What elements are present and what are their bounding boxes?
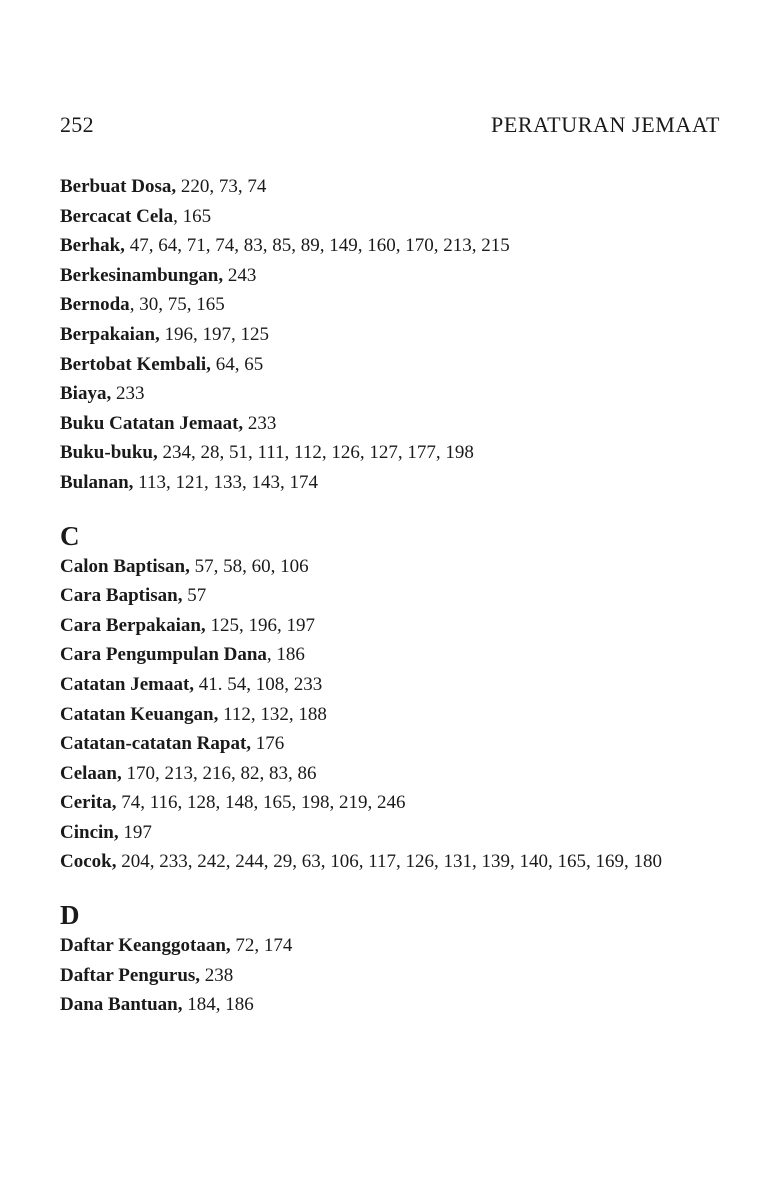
index-term: Berbuat Dosa, (60, 176, 177, 197)
index-term: Catatan Jemaat, (60, 673, 195, 695)
index-pages: 47, 64, 71, 74, 83, 85, 89, 149, 160, 170, 213, 215 (124, 235, 510, 257)
index-entry (60, 611, 710, 641)
index-term: Berhak, (60, 235, 125, 257)
section-letter: D (60, 900, 80, 931)
index-term: Cara Baptisan, (60, 585, 183, 607)
index-pages: 233 (111, 383, 145, 405)
index-entry (60, 409, 710, 439)
index-term: Buku Catatan Jemaat, (60, 412, 244, 434)
index-section-d (60, 899, 710, 1020)
section-letter: C (60, 520, 80, 551)
index-pages: 74, 116, 128, 148, 165, 198, 219, 246 (116, 792, 406, 814)
index-pages: , 30, 75, 165 (129, 294, 225, 316)
index-entry (60, 670, 710, 700)
index-entry (60, 729, 710, 759)
index-entry (60, 581, 710, 611)
index-term: Bernoda (60, 294, 130, 316)
index-term: Cara Berpakaian, (60, 614, 206, 636)
index-pages: 204, 233, 242, 244, 29, 63, 106, 117, 126, 131, 139, 140, 165, 169, 180 (116, 851, 663, 873)
index-pages: , 165 (173, 205, 212, 227)
index-entry (60, 379, 710, 409)
index-term: Calon Baptisan, (60, 555, 190, 577)
index-entry (60, 290, 710, 320)
index-term: Buku-buku, (60, 442, 158, 464)
index-entry (60, 231, 710, 261)
running-title: PERATURAN JEMAAT (490, 112, 720, 137)
index-pages: 220, 73, 74 (176, 176, 267, 197)
index-term: Dana Bantuan, (60, 994, 183, 1016)
index-entry (60, 350, 710, 380)
index-pages: 184, 186 (182, 994, 254, 1016)
index-term: Cocok, (60, 851, 117, 873)
index-pages: 112, 132, 188 (218, 703, 327, 725)
index-pages: 72, 174 (230, 935, 293, 957)
index-pages: 170, 213, 216, 82, 83, 86 (121, 762, 317, 784)
index-term: Berpakaian, (60, 323, 160, 345)
index-pages: 57 (182, 585, 207, 607)
index-term: Cincin, (60, 821, 119, 843)
index-term: Biaya, (60, 383, 112, 405)
page-number: 252 (60, 112, 94, 137)
index-term: Berkesinambungan, (60, 264, 224, 286)
index-entry (60, 202, 710, 232)
index-entry (60, 990, 710, 1020)
index-term: Celaan, (60, 762, 122, 784)
index-entry (60, 818, 710, 848)
index-term: Catatan-catatan Rapat, (60, 733, 252, 755)
index-entry (60, 320, 710, 350)
index-entry (60, 468, 710, 498)
index-entry (60, 931, 710, 961)
index-entry (60, 640, 710, 670)
index-pages: 238 (200, 964, 234, 986)
index-term: Cerita, (60, 792, 117, 814)
index-term: Bulanan, (60, 471, 134, 493)
index-pages: 176 (251, 733, 285, 755)
index-pages: 113, 121, 133, 143, 174 (133, 471, 318, 493)
index-term: Catatan Keuangan, (60, 703, 219, 725)
index-term: Daftar Pengurus, (60, 964, 201, 986)
index-entry (60, 759, 710, 789)
index-entry (60, 261, 710, 291)
index-group-b (60, 172, 710, 498)
index-entry (60, 788, 710, 818)
index-pages: 57, 58, 60, 106 (189, 555, 309, 577)
index-pages: 196, 197, 125 (159, 323, 270, 345)
index-term: Cara Pengumpulan Dana (60, 644, 267, 666)
index-body (60, 172, 710, 1020)
index-pages: 234, 28, 51, 111, 112, 126, 127, 177, 198 (157, 442, 474, 464)
index-term: Bertobat Kembali, (60, 353, 211, 375)
index-term: Daftar Keanggotaan, (60, 935, 231, 957)
index-pages: 125, 196, 197 (205, 614, 315, 636)
index-entry (60, 438, 710, 468)
index-pages: 243 (223, 264, 257, 286)
page-header (60, 112, 720, 144)
index-pages: 233 (243, 412, 277, 434)
index-term: Bercacat Cela (60, 205, 174, 227)
index-pages: 64, 65 (210, 353, 264, 375)
index-entry (60, 961, 710, 991)
index-entry (60, 172, 710, 202)
index-entry (60, 552, 710, 582)
index-entry (60, 847, 710, 877)
index-pages: 41. 54, 108, 233 (194, 673, 323, 695)
index-pages: 197 (118, 821, 152, 843)
index-section-c (60, 520, 710, 878)
index-pages: , 186 (266, 644, 305, 666)
index-entry (60, 700, 710, 730)
